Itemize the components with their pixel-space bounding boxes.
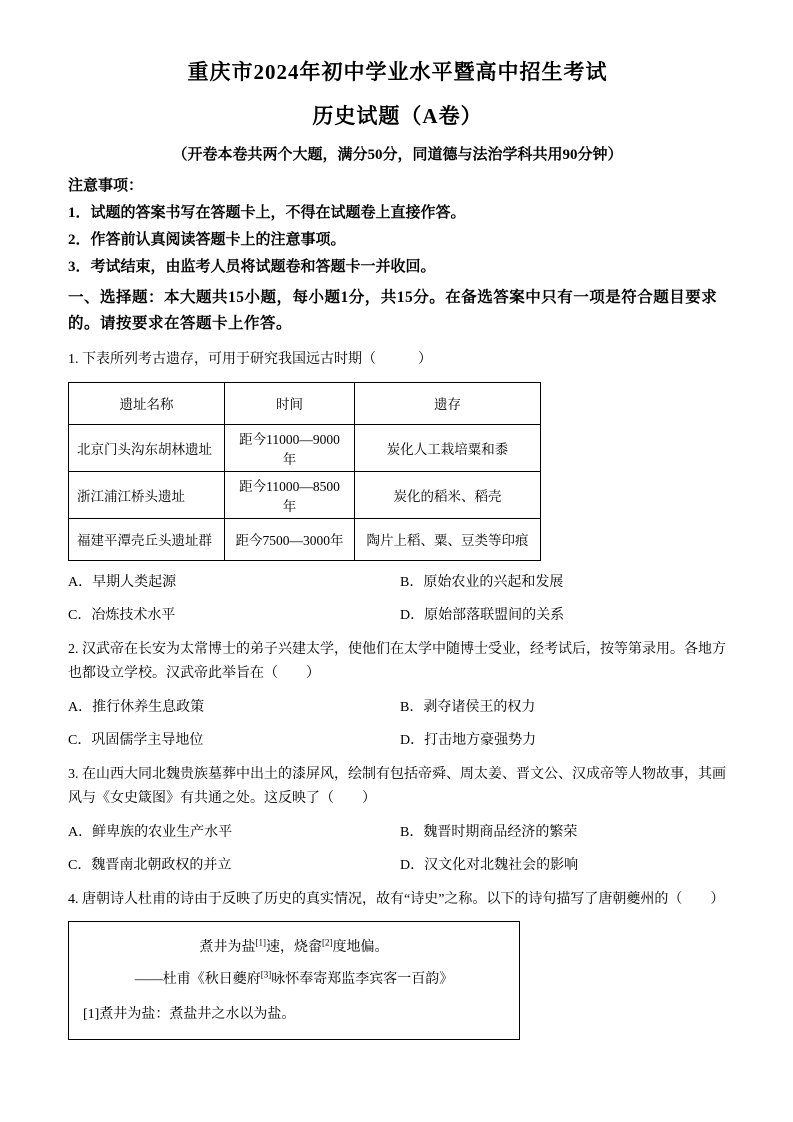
q1-option-a: A．早期人类起源 <box>68 574 177 590</box>
poem-footnote: [1]煮井为盐：煮盐井之水以为盐。 <box>83 1006 296 1022</box>
q2-option-c: C．巩固儒学主导地位 <box>68 732 204 748</box>
q2-options <box>68 697 727 751</box>
table-cell-site: 北京门头沟东胡林遗址 <box>69 424 225 471</box>
q2-option-b: B．剥夺诸侯王的权力 <box>400 699 536 715</box>
q3-option-a: A．鲜卑族的农业生产水平 <box>68 824 233 840</box>
question-3-stem: 3. 在山西大同北魏贵族墓葬中出土的漆屏风，绘制有包括帝舜、周太姜、晋文公、汉成帝等人物故事，其画风与《女史箴图》有共通之处。这反映了（ ） <box>68 766 726 806</box>
table-cell-time: 距今11000—8500年 <box>225 471 355 518</box>
q3-option-b: B．魏晋时期商品经济的繁荣 <box>400 824 578 840</box>
table-cell-site: 浙江浦江桥头遗址 <box>69 471 225 518</box>
exam-title: 重庆市2024年初中学业水平暨高中招生考试 <box>187 60 608 84</box>
poem-text: 速，烧畲 <box>266 939 322 955</box>
poem-text: 煮井为盐 <box>199 939 256 955</box>
table-cell-time: 距今11000—9000年 <box>225 424 355 471</box>
q1-option-b: B．原始农业的兴起和发展 <box>400 574 564 590</box>
table-cell-time: 距今7500—3000年 <box>225 518 355 560</box>
question-1-stem: 1. 下表所列考古遗存，可用于研究我国远古时期（ ） <box>68 352 432 368</box>
question-4-stem: 4. 唐朝诗人杜甫的诗由于反映了历史的真实情况，故有“诗史”之称。以下的诗句描写了唐朝夔州的（ ） <box>68 891 725 907</box>
q3-option-c: C．魏晋南北朝政权的并立 <box>68 857 232 873</box>
table-header-row <box>69 382 541 424</box>
q1-archaeology-table <box>68 382 541 561</box>
q4-poem-box <box>68 921 520 1040</box>
note-item-3: 3．考试结束，由监考人员将试题卷和答题卡一并收回。 <box>68 259 436 275</box>
q3-options <box>68 822 727 876</box>
poem-text: 度地偏。 <box>332 939 389 955</box>
table-row <box>69 518 541 560</box>
poem-line <box>83 937 505 959</box>
poem-footnote-ref-3: [3] <box>260 969 272 980</box>
poem-footnote-ref-1: [1] <box>255 937 266 948</box>
poem-source-line <box>83 969 505 991</box>
exam-subtitle: 历史试题（A卷） <box>312 104 483 128</box>
table-row <box>69 424 541 471</box>
table-cell-remains: 炭化的稻米、稻壳 <box>355 471 541 518</box>
question-2-stem: 2. 汉武帝在长安为太常博士的弟子兴建太学，使他们在太学中随博士受业，经考试后，按等第录用。各地方也都设立学校。汉武帝此举旨在（ ） <box>68 641 726 681</box>
note-item-2: 2．作答前认真阅读答题卡上的注意事项。 <box>68 232 346 248</box>
q3-option-d: D．汉文化对北魏社会的影响 <box>400 857 579 873</box>
table-cell-site: 福建平潭壳丘头遗址群 <box>69 518 225 560</box>
table-header-remains: 遗存 <box>355 382 541 424</box>
exam-info-line: （开卷本卷共两个大题，满分50分，同道德与法治学科共用90分钟） <box>172 147 623 163</box>
note-item-1: 1．试题的答案书写在答题卡上，不得在试题卷上直接作答。 <box>68 205 466 221</box>
poem-source-text: 咏怀奉寄郑监李宾客一百韵》 <box>271 972 454 988</box>
table-header-time: 时间 <box>225 382 355 424</box>
table-cell-remains: 陶片上稻、粟、豆类等印痕 <box>355 518 541 560</box>
q1-options <box>68 572 727 626</box>
table-cell-remains: 炭化人工栽培粟和黍 <box>355 424 541 471</box>
q1-option-c: C．冶炼技术水平 <box>68 607 176 623</box>
q1-option-d: D．原始部落联盟间的关系 <box>400 607 565 623</box>
q2-option-d: D．打击地方豪强势力 <box>400 732 537 748</box>
poem-source-text: ——杜甫《秋日夔府 <box>134 972 261 988</box>
section-heading-choice: 一、选择题：本大题共15小题，每小题1分，共15分。在备选答案中只有一项是符合题目要求的。请按要求在答题卡上作答。 <box>68 289 718 332</box>
table-header-site: 遗址名称 <box>69 382 225 424</box>
poem-footnote-ref-2: [2] <box>322 937 333 948</box>
notes-heading: 注意事项： <box>68 178 144 194</box>
table-row <box>69 471 541 518</box>
q2-option-a: A．推行休养生息政策 <box>68 699 205 715</box>
